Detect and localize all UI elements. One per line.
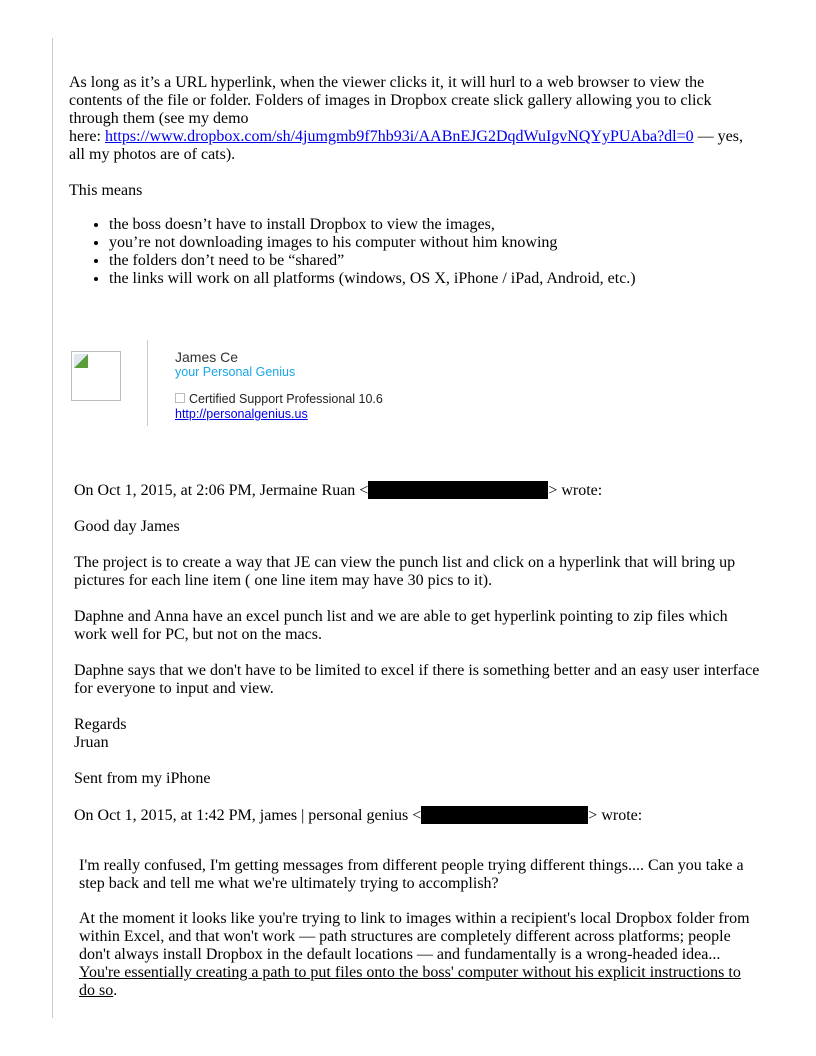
- signature-divider: [147, 340, 148, 426]
- signature-cert: Certified Support Professional 10.6: [189, 392, 383, 406]
- quote-header: On Oct 1, 2015, at 2:06 PM, Jermaine Ruan < > wrote:: [74, 482, 603, 499]
- redacted-email: [368, 481, 548, 499]
- benefits-list: [69, 216, 636, 288]
- reply-paragraph: [69, 74, 759, 164]
- certification-icon: [175, 393, 185, 403]
- greeting: Good day James: [74, 518, 180, 535]
- quote-rule: [52, 38, 53, 1018]
- quote-paragraph: At the moment it looks like you're trying to link to images within a recipient's local Dropbox folder from within Excel, and that won't work — path structures are completely different across platforms; people don't always install Dropbox in the default locations — and fundamentally is a wrong-headed idea... You're essentially creating a path to put files onto the boss' computer without his explicit instructions to do so.: [79, 910, 750, 999]
- para-text: — yes, all my photos are of cats).: [69, 128, 743, 163]
- list-item: • the boss doesn’t have to install Dropbox to view the images,: [109, 216, 636, 234]
- redacted-email: [421, 806, 588, 824]
- signature-link[interactable]: http://personalgenius.us: [175, 407, 308, 421]
- broken-image-icon: [71, 351, 121, 401]
- quoted-message-2: [79, 857, 759, 1000]
- quote-paragraph: Daphne and Anna have an excel punch list and we are able to get hyperlink pointing to zip files which work well for PC, but not on the macs.: [74, 608, 728, 643]
- demo-link[interactable]: https://www.dropbox.com/sh/4jumgmb9f7hb93i/AABnEJG2DqdWuIgvNQYyPUAba?dl=0: [104, 128, 694, 145]
- sent-from: Sent from my iPhone: [74, 770, 211, 787]
- list-item: • the links will work on all platforms (windows, OS X, iPhone / iPad, Android, etc.): [109, 270, 636, 288]
- sign-off: Regards Jruan: [74, 716, 127, 751]
- signature-name: James Ce: [175, 349, 239, 365]
- quote-paragraph: I'm really confused, I'm getting messages from different people trying different things.... Can you take a step back and tell me what we're ultimately trying to accomplish?: [79, 857, 744, 892]
- underlined-text: You're essentially creating a path to put files onto the boss' computer without his explicit instructions to do so: [79, 964, 741, 999]
- this-means-text: This means: [69, 182, 143, 199]
- para-text: As long as it’s a URL hyperlink, when the viewer clicks it, it will hurl to a web browser to view the contents of the file or folder. Folders of images in Dropbox create slick gallery allowing you to click through them (see my demo: [69, 74, 712, 127]
- quote-paragraph: Daphne says that we don't have to be limited to excel if there is something better and an easy user interface for everyone to input and view.: [74, 662, 760, 697]
- list-item: • you’re not downloading images to his computer without him knowing: [109, 234, 636, 252]
- signature-tagline: your Personal Genius: [175, 365, 296, 379]
- para-text: here:: [69, 128, 105, 145]
- quote-paragraph: The project is to create a way that JE can view the punch list and click on a hyperlink that will bring up pictures for each line item ( one line item may have 30 pics to it).: [74, 554, 736, 589]
- quoted-message-1: [74, 481, 764, 825]
- list-item: • the folders don’t need to be “shared”: [109, 252, 636, 270]
- quote-header: On Oct 1, 2015, at 1:42 PM, james | personal genius < > wrote:: [74, 807, 643, 824]
